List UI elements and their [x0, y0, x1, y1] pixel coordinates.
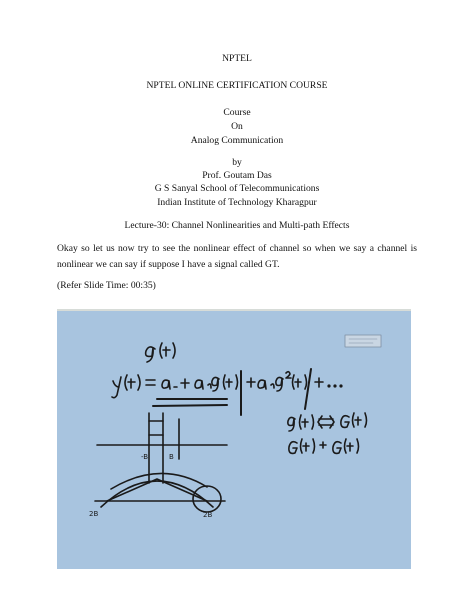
on-word: On	[231, 121, 243, 132]
slide-image	[57, 309, 411, 569]
slide-reference: (Refer Slide Time: 00:35)	[57, 280, 156, 291]
course-subject: Analog Communication	[190, 135, 284, 146]
handwriting-gt	[146, 347, 155, 362]
svg-text:2B: 2B	[89, 510, 99, 518]
handwriting-fourier-pair	[288, 417, 295, 431]
spectrum-rect	[149, 413, 163, 483]
instructor-name: Prof. Goutam Das	[202, 170, 272, 181]
svg-text:-B: -B	[141, 453, 149, 461]
svg-text:B: B	[169, 453, 174, 461]
handwriting-equation	[112, 377, 121, 398]
by-word: by	[232, 157, 242, 168]
school-name: G S Sanyal School of Telecommunications	[154, 183, 320, 194]
slide-logo	[345, 335, 381, 347]
institute-name: Indian Institute of Technology Kharagpur	[157, 197, 317, 208]
handwritten-slide-drawing	[57, 311, 411, 569]
transcript-paragraph: Okay so let us now try to see the nonlinear effect of channel so when we say a channel is nonlinear we can say if suppose I have a signal called GT.	[57, 243, 417, 270]
lecture-title: Lecture-30: Channel Nonlinearities and Multi-path Effects	[124, 220, 350, 231]
svg-text:2B: 2B	[203, 511, 213, 519]
course-word: Course	[223, 107, 251, 118]
org-heading: NPTEL	[222, 53, 252, 64]
course-line: NPTEL ONLINE CERTIFICATION COURSE	[146, 80, 328, 91]
handwriting-convolution	[289, 442, 297, 454]
